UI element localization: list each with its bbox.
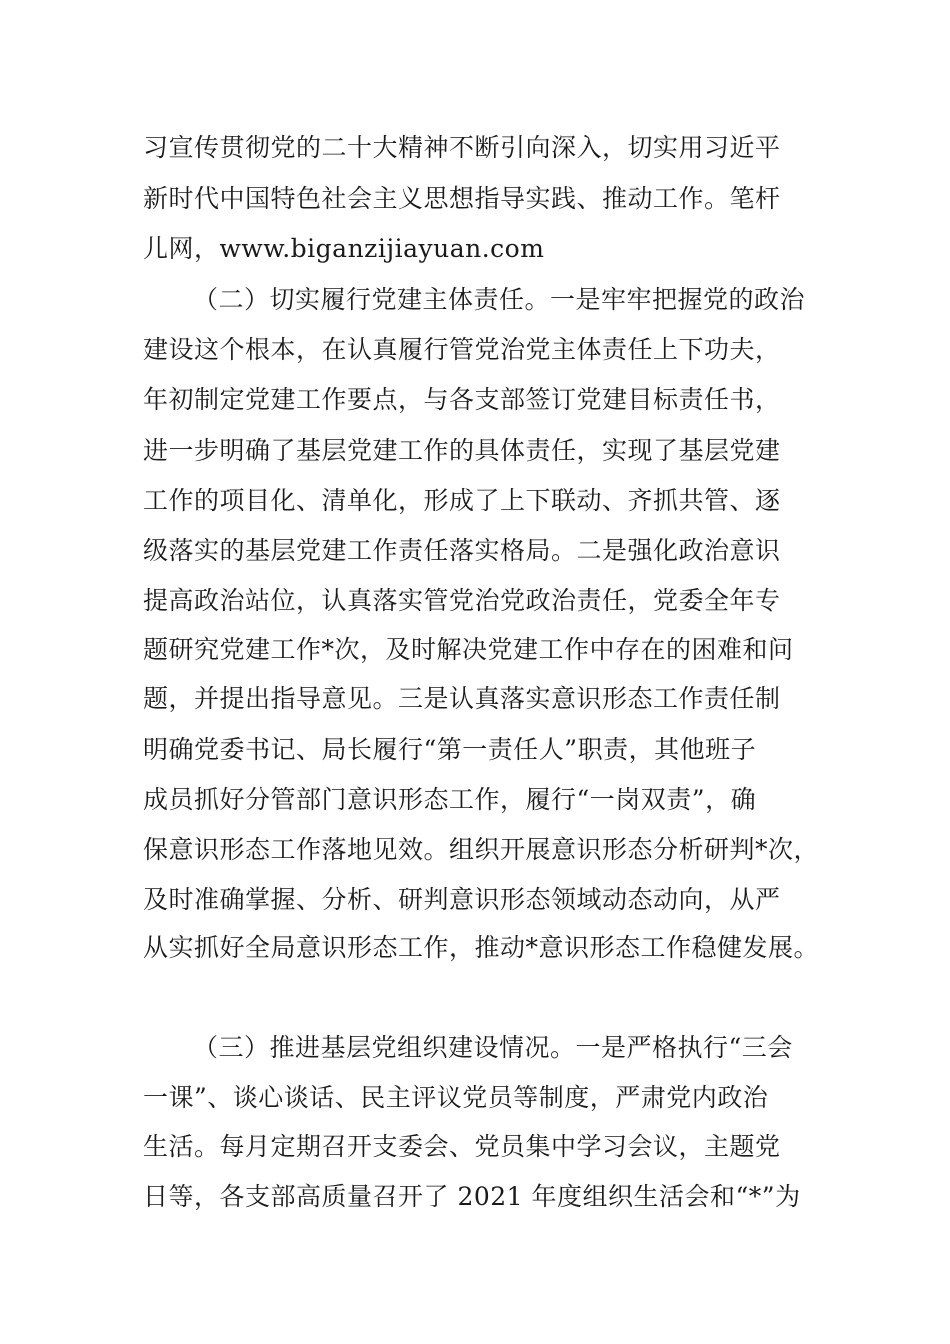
text-line-6: 年初制定党建工作要点，与各支部签订党建目标责任书， xyxy=(143,385,781,414)
section-2-heading-line: （二）切实履行党建主体责任。一是牢牢把握党的政治 xyxy=(193,285,806,314)
text-line-5: 建设这个根本，在认真履行管党治党主体责任上下功夫， xyxy=(143,335,781,364)
text-line-12: 题，并提出指导意见。三是认真落实意识形态工作责任制 xyxy=(143,684,781,713)
text-line-21: 日等，各支部高质量召开了 2021 年度组织生活会和“*”为 xyxy=(143,1182,801,1211)
text-line-14: 成员抓好分管部门意识形态工作，履行“一岗双责”，确 xyxy=(143,785,757,814)
text-line-9: 级落实的基层党建工作责任落实格局。二是强化政治意识 xyxy=(143,536,781,565)
text-line-16: 及时准确掌握、分析、研判意识形态领域动态动向，从严 xyxy=(143,885,781,914)
text-line-8: 工作的项目化、清单化，形成了上下联动、齐抓共管、逐 xyxy=(143,486,781,515)
text-line-7: 进一步明确了基层党建工作的具体责任，实现了基层党建 xyxy=(143,436,781,465)
section-3-heading-line: （三）推进基层党组织建设情况。一是严格执行“三会 xyxy=(193,1033,793,1062)
text-line-11: 题研究党建工作*次，及时解决党建工作中存在的困难和问 xyxy=(143,635,794,664)
text-line-3: 儿网，www.biganzijiayuan.com xyxy=(143,234,545,263)
text-line-1: 习宣传贯彻党的二十大精神不断引向深入，切实用习近平 xyxy=(143,133,781,162)
text-line-15: 保意识形态工作落地见效。组织开展意识形态分析研判*次， xyxy=(143,835,820,864)
text-line-13: 明确党委书记、局长履行“第一责任人”职责，其他班子 xyxy=(143,735,757,764)
text-line-20: 生活。每月定期召开支委会、党员集中学习会议，主题党 xyxy=(143,1132,781,1161)
text-line-2: 新时代中国特色社会主义思想指导实践、推动工作。笔杆 xyxy=(143,184,781,213)
text-line-17: 从实抓好全局意识形态工作，推动*意识形态工作稳健发展。 xyxy=(143,933,820,962)
text-line-19: 一课”、谈心谈话、民主评议党员等制度，严肃党内政治 xyxy=(143,1083,769,1112)
text-line-10: 提高政治站位，认真落实管党治党政治责任，党委全年专 xyxy=(143,586,781,615)
